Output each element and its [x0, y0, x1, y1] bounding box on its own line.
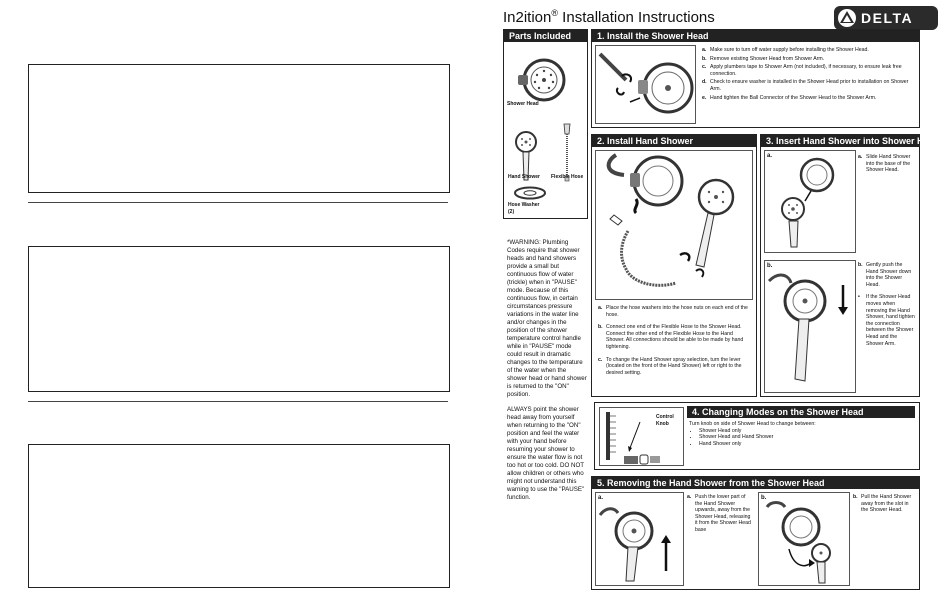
- title-registered-mark: ®: [551, 8, 559, 18]
- step1-item-b: b. Remove existing Shower Head from Shower Arm.: [702, 55, 825, 62]
- step2-item-c: c. To change the Hand Shower spray selection, turn the lever (located on the front of the Hand Shower) left or right to the desired setting.: [598, 356, 742, 376]
- warning-text: [507, 239, 587, 509]
- step5a-illustration: [596, 493, 683, 585]
- step2-item-a: a. Place the hose washers into the hose nuts on each end of the hose.: [598, 305, 748, 318]
- step3b-instructions: [858, 262, 916, 349]
- step3b-label: b.: [767, 263, 773, 269]
- label-shower-head: Shower Head: [507, 101, 539, 107]
- step5-header: 5. Removing the Hand Shower from the Shower Head: [592, 477, 919, 489]
- mode-item: • Shower Head and Hand Shower: [699, 434, 915, 441]
- step4-intro: Turn knob on side of Shower Head to change between:: [689, 421, 816, 427]
- step3a-illustration: [765, 151, 855, 252]
- step1-header: 1. Install the Shower Head: [592, 30, 919, 42]
- step5a-image-frame: [595, 492, 684, 586]
- step1-item-c: c. Apply plumbers tape to Shower Arm (not included), if necessary, to ensure leak free connection.: [702, 64, 902, 77]
- control-knob-label: Control Knob: [656, 414, 674, 427]
- step5b-illustration: [759, 493, 849, 585]
- step5-item-b: b. Pull the Hand Shower away from the slot in the Shower Head.: [853, 494, 912, 514]
- step2-header: 2. Install Hand Shower: [592, 135, 756, 147]
- step3-item-b: b. Gently push the Hand Shower down into the Shower Head.: [858, 262, 912, 288]
- step5b-label: b.: [761, 495, 767, 501]
- step1-item-d: d. Check to ensure washer is installed in the Shower Head prior to installation on Shower Arm.: [702, 79, 909, 92]
- step1-item-a: a. Make sure to turn off water supply before installing the Shower Head.: [702, 47, 869, 53]
- step3-item-a: a. Slide Hand Shower into the base of the Shower Head.: [858, 154, 911, 174]
- step5b-image-frame: [758, 492, 850, 586]
- blank-panel-top: [28, 64, 450, 193]
- label-flexible-hose: Flexible Hose: [551, 174, 584, 180]
- mode-item: • Shower Head only: [699, 428, 915, 435]
- step3-panel: [760, 134, 940, 397]
- logo-text: DELTA: [861, 10, 914, 26]
- step3-header: 3. Insert Hand Shower into Shower Head: [761, 135, 919, 147]
- step3b-image-frame: [764, 260, 856, 393]
- step3a-image-frame: [764, 150, 856, 253]
- step4-header: 4. Changing Modes on the Shower Head: [687, 406, 915, 418]
- step2-hose-illustration: [596, 151, 752, 299]
- step1-instructions: [702, 47, 914, 103]
- blank-panel-middle: [28, 246, 450, 392]
- page-title: [503, 8, 715, 26]
- step3b-illustration: [765, 261, 855, 392]
- step4-panel: [594, 402, 920, 470]
- step4-instructions: [689, 421, 915, 447]
- step1-image-frame: [595, 45, 696, 124]
- step1-shower-arm-illustration: [596, 46, 695, 123]
- parts-panel: [503, 29, 588, 219]
- step1-panel: [591, 29, 920, 128]
- delta-triangle-icon: [837, 8, 857, 28]
- delta-logo: [834, 6, 938, 30]
- step2-item-b: b. Connect one end of the Flexible Hose to the Shower Head. Connect the other end of the Flexible Hose to the Hand Shower. All connections should be able to be made by hand tightening.: [598, 324, 744, 350]
- step5b-instructions: [853, 494, 915, 516]
- step2-instructions: [598, 305, 750, 378]
- step5a-label: a.: [598, 495, 604, 501]
- title-rest: Installation Instructions: [558, 9, 715, 26]
- divider-line-2: [28, 401, 448, 402]
- step3a-instructions: [858, 154, 916, 176]
- hose-washer-illustration: [512, 186, 552, 200]
- divider-line-1: [28, 202, 448, 203]
- step5-item-a: a. Push the lower part of the Hand Shower upwards, away from the Shower Head, releasing it from the Shower Head base: [687, 494, 751, 533]
- step4-image-frame: [599, 407, 684, 466]
- warning-paragraph-2: ALWAYS point the shower head away from yourself when returning to the "ON" position and feel the water with your hand before resuming your shower to ensure the water flow is not too hot or too cold. DO NOT allow children or others who might not understand this warning to use the "PAUSE" function.: [507, 406, 585, 501]
- label-hose-washer-qty: (2): [508, 209, 515, 215]
- step5-panel: [591, 476, 920, 590]
- label-hose-washer: Hose Washer: [508, 202, 540, 208]
- step5a-instructions: [687, 494, 751, 536]
- step2-image-frame: [595, 150, 753, 300]
- step3-item-bullet: • If the Shower Head moves when removing the Hand Shower, hand tighten the connection between the Shower Head and the Shower Arm.: [858, 294, 915, 347]
- step3a-label: a.: [767, 153, 773, 159]
- mode-item: • Hand Shower only: [699, 441, 915, 448]
- warning-paragraph-1: *WARNING: Plumbing Codes require that shower heads and hand showers provide a small but continuous flow of water (trickle) when in "PAUSE" mode. Because of this continuous flow, in certain circumstances pressure variations in the water line and/or changes in the position of the shower temperature control handle while in "PAUSE" mode could result in dramatic changes to the temperature of the water when the shower head or hand shower is returned to the "ON" position.: [507, 239, 587, 398]
- step2-panel: [591, 134, 757, 397]
- label-hand-shower: Hand Shower: [508, 174, 540, 180]
- step1-item-e: e. Hand tighten the Ball Connector of the Shower Head to the Shower Arm.: [702, 94, 877, 101]
- parts-header: Parts Included: [504, 30, 587, 42]
- title-product: In2ition: [503, 9, 552, 26]
- blank-panel-bottom: [28, 444, 450, 588]
- step4-mode-list: [689, 428, 915, 448]
